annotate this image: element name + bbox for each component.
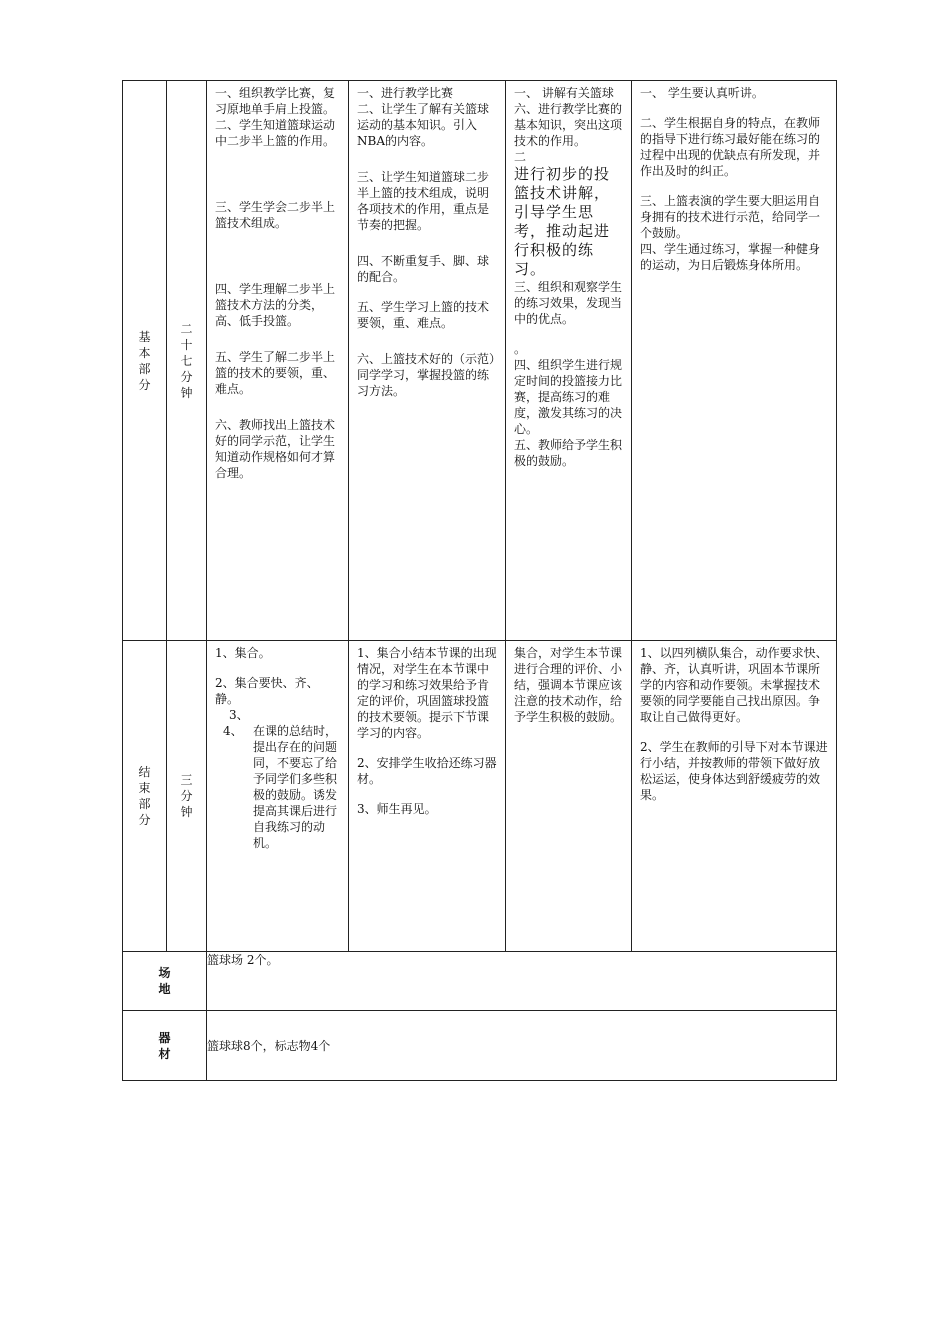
ending-teacher-item: 2、安排学生收拾还练习器材。	[357, 756, 497, 786]
basic-teacher-item: 六、上篮技术好的（示范）同学学习，掌握投篮的练习方法。	[357, 352, 496, 398]
basic-student-item: 四、学生通过练习，掌握一种健身的运动，为日后锻炼身体所用。	[640, 242, 821, 272]
ending-content-item: 3、	[229, 708, 249, 722]
venue-value: 篮球场 2个。	[207, 952, 837, 1011]
basic-section-label: 基 本 部 分	[123, 81, 167, 641]
ending-content-item: 2、集合要快、齐、静。	[215, 676, 319, 706]
basic-section-duration: 二 十 七 分 钟	[167, 81, 207, 641]
basic-content-item: 五、学生了解二步半上篮的技术的要领，重、难点。	[215, 350, 336, 396]
basic-content-item: 三、学生学会二步半上篮技术组成。	[215, 200, 336, 230]
ending-teacher-activity	[349, 641, 506, 952]
basic-org-item: 四、组织学生进行规定时间的投篮接力比赛，提高练习的难度，激发其练习的决心。	[514, 358, 623, 436]
basic-student-item: 三、上篮表演的学生要大胆运用自身拥有的技术进行示范，给同学一个鼓励。	[640, 194, 821, 240]
ending-organization	[506, 641, 632, 952]
basic-teacher-item: 五、学生学习上篮的技术要领，重、难点。	[357, 300, 490, 330]
ending-section-label: 结 束 部 分	[123, 641, 167, 952]
basic-org-item: 五、教师给予学生积极的鼓励。	[514, 438, 623, 468]
ending-teaching-content	[207, 641, 349, 952]
basic-teacher-item: 二、让学生了解有关篮球运动的基本知识。引入NBA的内容。	[357, 102, 490, 148]
basic-org-item-number: 二	[514, 150, 527, 164]
ending-student-activity	[632, 641, 837, 952]
basic-organization	[506, 81, 632, 641]
basic-org-item: 进行初步的投篮技术讲解，引导学生思考，推动起进行积极的练习。	[514, 165, 611, 278]
basic-org-item: 。	[514, 342, 527, 356]
equipment-value: 篮球球8个，标志物4个	[207, 1011, 837, 1081]
equipment-row	[123, 1011, 837, 1081]
basic-student-activity	[632, 81, 837, 641]
ending-org-item: 集合，对学生本节课进行合理的评价、小结，强调本节课应该注意的技术动作，给予学生积极的鼓励。	[514, 646, 623, 724]
basic-content-item: 一、组织教学比赛，复习原地单手肩上投篮。	[215, 86, 336, 116]
basic-teaching-content	[207, 81, 349, 641]
basic-teacher-activity	[349, 81, 506, 641]
ending-section-duration: 三 分 钟	[167, 641, 207, 952]
venue-label: 场 地	[123, 952, 207, 1011]
lesson-plan-table	[122, 80, 837, 1081]
basic-content-item: 四、学生理解二步半上篮技术方法的分类，高、低手投篮。	[215, 282, 336, 328]
ending-section-row	[123, 641, 837, 952]
basic-student-item: 二、学生根据自身的特点，在教师的指导下进行练习最好能在练习的过程中出现的优缺点有所发现，并作出及时的纠正。	[640, 116, 821, 178]
basic-student-item: 一、 学生要认真听讲。	[640, 86, 764, 100]
ending-teacher-item: 1、集合小结本节课的出现情况，对学生在本节课中的学习和练习效果给予肯定的评价，巩固篮球投篮的技术要领。提示下节课学习的内容。	[357, 646, 497, 740]
equipment-label: 器 材	[123, 1011, 207, 1081]
basic-section-row	[123, 81, 837, 641]
basic-teacher-item: 三、让学生知道篮球二步半上篮的技术组成，说明各项技术的作用，重点是节奏的把握。	[357, 170, 490, 232]
ending-student-item: 1、以四列横队集合，动作要求快、静、齐，认真听讲，巩固本节课所学的内容和动作要领。未掌握技术要领的同学要能自己找出原因。争取让自己做得更好。	[640, 646, 828, 724]
basic-org-item: 三、组织和观察学生的练习效果，发现当中的优点。	[514, 280, 623, 326]
venue-row	[123, 952, 837, 1011]
basic-content-item: 六、教师找出上篮技术好的同学示范，让学生知道动作规格如何才算合理。	[215, 418, 336, 480]
ending-content-item: 1、集合。	[215, 646, 271, 660]
ending-content-item: 4、 在课的总结时，提出存在的问题同，不要忘了给予同学们多些积极的鼓励。诱发提高其课后进行自我练习的动机。	[223, 724, 338, 850]
ending-student-item: 2、学生在教师的引导下对本节课进行小结，并按教师的带领下做好放松运运，使身体达到舒缓疲劳的效果。	[640, 740, 828, 802]
basic-org-item: 一、 讲解有关篮球六、进行教学比赛的基本知识，突出这项技术的作用。	[514, 86, 623, 148]
ending-teacher-item: 3、师生再见。	[357, 802, 437, 816]
basic-content-item: 二、学生知道篮球运动中二步半上篮的作用。	[215, 118, 336, 148]
basic-teacher-item: 一、进行教学比赛	[357, 86, 454, 100]
basic-teacher-item: 四、不断重复手、脚、球的配合。	[357, 254, 490, 284]
